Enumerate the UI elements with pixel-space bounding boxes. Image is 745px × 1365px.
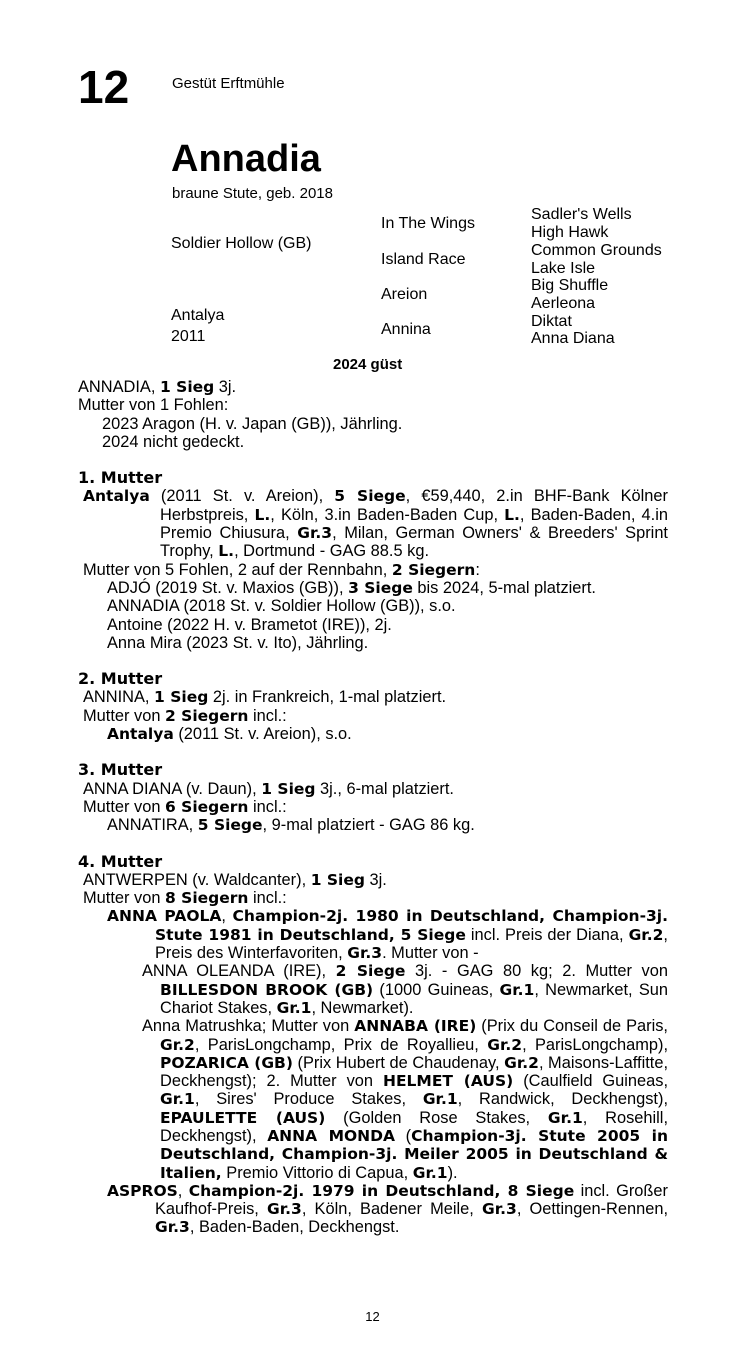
third-dam-heading: 3. Mutter — [78, 760, 163, 780]
pedigree-dss: Big Shuffle — [531, 277, 609, 294]
second-dam-heading: 2. Mutter — [78, 669, 163, 689]
stud-name: Gestüt Erftmühle — [172, 75, 285, 92]
third-dam-record: ANNA DIANA (v. Daun), 1 Sieg 3j., 6-mal platziert. — [83, 779, 454, 798]
foal-2023: 2023 Aragon (H. v. Japan (GB)), Jährling. — [102, 414, 403, 433]
pedigree-dam: Antalya — [171, 307, 225, 324]
pedigree-sire: Soldier Hollow (GB) — [171, 235, 312, 252]
produce-item: ADJÓ (2019 St. v. Maxios (GB)), 3 Siege bis 2024, 5-mal platziert. — [107, 578, 596, 597]
foal-count: Mutter von 1 Fohlen: — [78, 396, 229, 415]
horse-name: Annadia — [171, 138, 321, 180]
pedigree-sire-sire: In The Wings — [381, 215, 475, 232]
lot-number: 12 — [78, 61, 130, 113]
third-dam-produce: Mutter von 6 Siegern incl.: — [83, 797, 287, 816]
produce-item: ANNATIRA, 5 Siege, 9-mal platziert - GAG 86 kg. — [107, 816, 475, 835]
pedigree-dsd: Aerleona — [531, 295, 596, 312]
own-record: ANNADIA, 1 Sieg 3j. — [78, 378, 237, 396]
pedigree-sds: Common Grounds — [531, 242, 662, 259]
page-number: 12 — [365, 1309, 380, 1324]
first-dam-produce: Mutter von 5 Fohlen, 2 auf der Rennbahn, 2 Siegern: — [83, 560, 480, 579]
pedigree-ddd: Anna Diana — [531, 330, 615, 347]
produce-item: Antalya (2011 St. v. Areion), s.o. — [107, 725, 352, 744]
pedigree-sss: Sadler's Wells — [531, 206, 632, 223]
pedigree-dds: Diktat — [531, 313, 572, 330]
pedigree-dam-dam: Annina — [381, 321, 431, 338]
produce-item: ANNADIA (2018 St. v. Soldier Hollow (GB)), s.o. — [107, 597, 456, 616]
produce-anna-paola: ANNA PAOLA, Champion-2j. 1980 in Deutschland, Champion-3j. Stute 1981 in Deutschland, 5 Siege incl. Preis der Diana, Gr.2, Preis des Winterfavoriten, Gr.3. Mutter von - — [107, 907, 668, 963]
descendant-anna-oleanda: ANNA OLEANDA (IRE), 2 Siege 3j. - GAG 80 kg; 2. Mutter von BILLESDON BROOK (GB) (1000 Guineas, Gr.1, Newmarket, Sun Chariot Stakes, Gr.1, Newmarket). — [142, 962, 668, 1017]
pedigree-sdd: Lake Isle — [531, 260, 596, 277]
foal-2024: 2024 nicht gedeckt. — [102, 432, 245, 451]
produce-aspros: ASPROS, Champion-2j. 1979 in Deutschland, 8 Siege incl. Großer Kaufhof-Preis, Gr.3, Köln, Badener Meile, Gr.3, Oettingen-Rennen, Gr.3, Baden-Baden, Deckhengst. — [107, 1181, 669, 1237]
first-dam-heading: 1. Mutter — [78, 468, 163, 488]
first-dam-record: Antalya (2011 St. v. Areion), 5 Siege, €59,440, 2.in BHF-Bank Kölner Herbstpreis, L., Köln, 3.in Baden-Baden Cup, L., Baden-Baden, 4.in Premio Chiusura, Gr.3, Milan, German Owners' & Breeders' Sprint Trophy, L., Dortmund - GAG 88.5 kg. — [83, 487, 668, 561]
fourth-dam-produce: Mutter von 8 Siegern incl.: — [83, 889, 287, 908]
second-dam-produce: Mutter von 2 Siegern incl.: — [83, 706, 287, 725]
catalogue-entry — [78, 378, 668, 1237]
second-dam-record: ANNINA, 1 Sieg 2j. in Frankreich, 1-mal platziert. — [83, 688, 447, 707]
pedigree-dam-year: 2011 — [171, 328, 206, 345]
fourth-dam-record: ANTWERPEN (v. Waldcanter), 1 Sieg 3j. — [83, 870, 387, 889]
descendant-anna-matrushka: Anna Matrushka; Mutter von ANNABA (IRE) (Prix du Conseil de Paris, Gr.2, ParisLongchamp, Prix de Royallieu, Gr.2, ParisLongchamp), POZARICA (GB) (Prix Hubert de Chaudenay, Gr.2, Maisons-Laffitte, Deckhengst); 2. Mutter von HELMET (AUS) (Caulfield Guineas, Gr.1, Sires' Produce Stakes, Gr.1, Randwick, Deckhengst), EPAULETTE (AUS) (Golden Rose Stakes, Gr.1, Rosehill, Deckhengst), ANNA MONDA (Champion-3j. Stute 2005 in Deutschland, Champion-3j. Meiler 2005 in Deutschland & Italien, Premio Vittorio di Capua, Gr.1). — [142, 1017, 669, 1182]
pedigree-ssd: High Hawk — [531, 224, 609, 241]
season-status: 2024 güst — [333, 356, 403, 373]
fourth-dam-heading: 4. Mutter — [78, 851, 163, 871]
pedigree-dam-sire: Areion — [381, 286, 428, 303]
horse-description: braune Stute, geb. 2018 — [172, 185, 333, 202]
produce-item: Antoine (2022 H. v. Brametot (IRE)), 2j. — [107, 615, 392, 634]
pedigree-sire-dam: Island Race — [381, 251, 466, 268]
produce-item: Anna Mira (2023 St. v. Ito), Jährling. — [107, 633, 369, 652]
